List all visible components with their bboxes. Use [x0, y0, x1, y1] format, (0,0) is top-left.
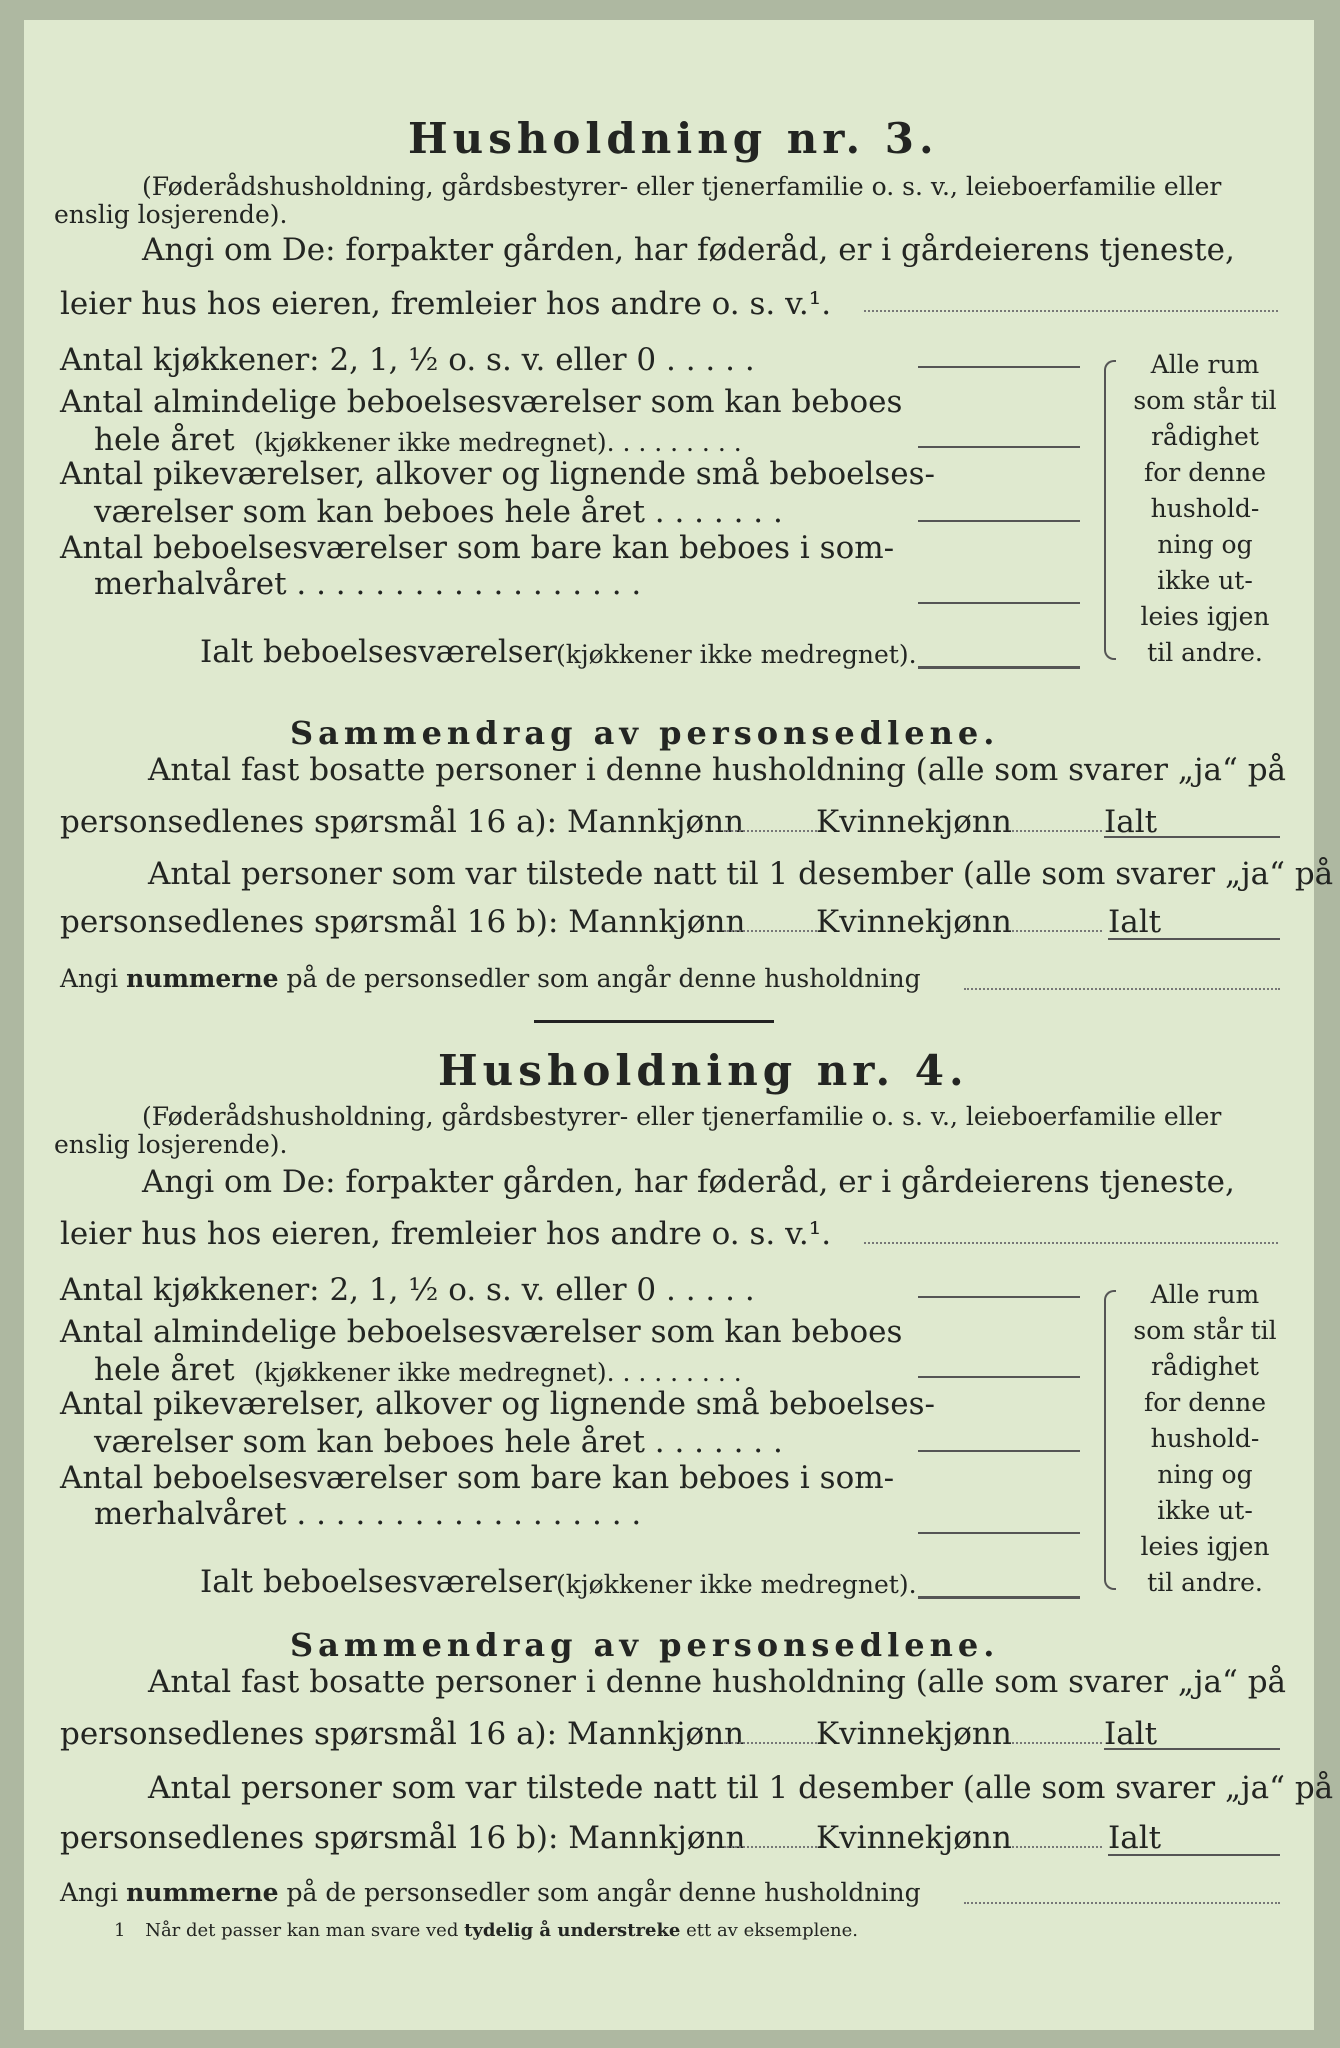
rooms-question-cont: hele året [94, 422, 235, 458]
permanent-male-field[interactable] [724, 830, 824, 832]
permanent-female-label: Kvinnekjønn [816, 804, 1012, 840]
present-total-field[interactable] [1108, 1854, 1280, 1856]
rooms-answer-line[interactable] [918, 1376, 1080, 1378]
intro-line-2: leier hus hos eieren, fremleier hos andre o. s. v.¹. [60, 286, 832, 322]
permanent-total-label: Ialt [1104, 1716, 1158, 1752]
total-rooms-label: Ialt beboelsesværelser [200, 634, 557, 670]
present-persons-male-label: personsedlenes spørsmål 16 b): Mannkjønn [60, 904, 746, 940]
footnote-mark: 1 [114, 1920, 126, 1941]
footnote: 1 Når det passer kan man svare ved tydelig å understreke ett av eksemplene. [114, 1920, 858, 1941]
permanent-total-field[interactable] [1104, 1748, 1280, 1750]
total-rooms-note: (kjøkkener ikke medregnet). [556, 640, 917, 669]
numbers-field[interactable] [964, 988, 1280, 990]
maid-rooms-question: Antal pikeværelser, alkover og lignende små beboelses- [60, 456, 936, 492]
numbers-field[interactable] [964, 1902, 1280, 1904]
present-total-label: Ialt [1108, 1820, 1162, 1856]
side-brace [1104, 360, 1116, 660]
rooms-question-note: (kjøkkener ikke medregnet). . . . . . . . . [254, 428, 742, 457]
numbers-instruction: Angi nummerne på de personsedler som angår denne husholdning [60, 1878, 921, 1907]
kitchens-question: Antal kjøkkener: 2, 1, ½ o. s. v. eller 0 . . . . . [60, 1272, 755, 1308]
summer-rooms-answer-line[interactable] [918, 602, 1080, 604]
present-total-field[interactable] [1108, 938, 1280, 940]
side-brace [1104, 1290, 1116, 1590]
present-total-label: Ialt [1108, 904, 1162, 940]
permanent-residents-question: Antal fast bosatte personer i denne husholdning (alle som svarer „ja“ på [148, 752, 1287, 788]
permanent-female-label: Kvinnekjønn [816, 1716, 1012, 1752]
section-note: (Føderådshusholdning, gårdsbestyrer- eller tjenerfamilie o. s. v., leieboerfamilie eller [142, 172, 1222, 201]
present-female-field[interactable] [1012, 930, 1102, 932]
present-persons-question: Antal personer som var tilstede natt til 1 desember (alle som svarer „ja“ på [148, 1770, 1334, 1806]
present-female-label: Kvinnekjønn [816, 904, 1012, 940]
total-rooms-answer-line[interactable] [918, 1596, 1080, 1599]
summary-title: Sammendrag av personsedlene. [290, 1626, 1000, 1664]
kitchens-answer-line[interactable] [918, 1296, 1080, 1298]
intro-answer-line[interactable] [864, 310, 1278, 312]
permanent-female-field[interactable] [1012, 1742, 1102, 1744]
rooms-question-cont: hele året [94, 1352, 235, 1388]
permanent-total-label: Ialt [1104, 804, 1158, 840]
present-female-label: Kvinnekjønn [816, 1820, 1012, 1856]
maid-rooms-answer-line[interactable] [918, 1450, 1080, 1452]
present-persons-question: Antal personer som var tilstede natt til 1 desember (alle som svarer „ja“ på [148, 856, 1334, 892]
summer-rooms-question-cont: merhalvåret . . . . . . . . . . . . . . . . . . [94, 566, 642, 602]
section-title: Husholdning nr. 4. [438, 1046, 969, 1095]
permanent-residents-male-label: personsedlenes spørsmål 16 a): Mannkjønn [60, 804, 745, 840]
section-note-cont: enslig losjerende). [54, 1130, 288, 1159]
maid-rooms-question: Antal pikeværelser, alkover og lignende små beboelses- [60, 1386, 936, 1422]
numbers-instruction: Angi nummerne på de personsedler som angår denne husholdning [60, 964, 921, 993]
intro-line-1: Angi om De: forpakter gården, har føderåd, er i gårdeierens tjeneste, [142, 1164, 1235, 1200]
rooms-question: Antal almindelige beboelsesværelser som kan beboes [60, 384, 903, 420]
kitchens-answer-line[interactable] [918, 366, 1080, 368]
summer-rooms-answer-line[interactable] [918, 1532, 1080, 1534]
intro-answer-line[interactable] [864, 1242, 1278, 1244]
section-note-cont: enslig losjerende). [54, 200, 288, 229]
permanent-total-field[interactable] [1104, 836, 1280, 838]
total-rooms-answer-line[interactable] [918, 666, 1080, 669]
summer-rooms-question: Antal beboelsesværelser som bare kan beboes i som- [60, 530, 895, 566]
summer-rooms-question-cont: merhalvåret . . . . . . . . . . . . . . . . . . [94, 1496, 642, 1532]
total-rooms-label: Ialt beboelsesværelser [200, 1564, 557, 1600]
census-form-page: Husholdning nr. 3. (Føderådshusholdning, gårdsbestyrer- eller tjenerfamilie o. s. v., leieboerfamilie eller enslig losjerende). Angi om De: forpakter gården, har føderåd, er i gårdeierens tjeneste, leier hus hos eieren, fremleier hos andre o. s. v.¹. Antal kjøkkener: 2, 1, ½ o. s. v. eller 0 . . . . . Antal almindelige beboelsesværelser som kan beboes hele året (kjøkkener ikke medregnet). . . . . . . . . Antal pikeværelser, alkover og lignende små beboelses- værelser som kan beboes hele året . . . . . . . Antal beboelsesværelser som bare kan beboes i som- merhalvåret . . . . . . . . . . . . . . . . . . Ialt beboelsesværelser (kjøkkener ikke medregnet). Alle rum som står til rådighet for denne hushold- ning og ikke ut- leies igjen til andre. Sammendrag av personsedlene. Antal fast bosatte personer i denne husholdning (alle som svarer „ja“ på personsedlenes spørsmål 16 a): Mannkjønn Kvinnekjønn Ialt Antal personer som var tilstede natt til 1 desember (alle som svarer „ja“ på personsedlenes spørsmål 16 b): Mannkjønn Kvinnekjønn Ialt Angi nummerne på de personsedler som angår denne husholdning Husholdning nr. 4. (Føderådshusholdning, gårdsbestyrer- eller tjenerfamilie o. s. v., leieboerfamilie eller enslig losjerende). Angi om De: forpakter gården, har føderåd, er i gårdeierens tjeneste, leier hus hos eieren, fremleier hos andre o. s. v.¹. Antal kjøkkener: 2, 1, ½ o. s. v. eller 0 . . . . . Antal almindelige beboelsesværelser som kan beboes hele året (kjøkkener ikke medregnet). . . . . . . . . Antal pikeværelser, alkover og lignende små beboelses- værelser som kan beboes hele året . . . . . . . Antal beboelsesværelser som bare kan beboes i som- merhalvåret . . . . . . . . . . . . . . . . . . Ialt beboelsesværelser (kjøkkener ikke medregnet). Alle rum som står til rådighet for denne hushold- ning og ikke ut- leies igjen til andre. Sammendrag av personsedlene. Antal fast bosatte personer i denne husholdning (alle som svarer „ja“ på personsedlenes spørsmål 16 a): Mannkjønn Kvinnekjønn Ialt Antal personer som var tilstede natt til 1 desember (alle som svarer „ja“ på personsedlenes spørsmål 16 b): Mannkjønn Kvinnekjønn Ialt Angi nummerne på de personsedler som angår denne husholdning 1 Når det passer kan man svare ved tydelig å understreke ett av eksemplene. [24, 20, 1314, 2030]
rooms-answer-line[interactable] [918, 446, 1080, 448]
permanent-residents-male-label: personsedlenes spørsmål 16 a): Mannkjønn [60, 1716, 745, 1752]
intro-line-2: leier hus hos eieren, fremleier hos andre o. s. v.¹. [60, 1216, 832, 1252]
present-persons-male-label: personsedlenes spørsmål 16 b): Mannkjønn [60, 1820, 746, 1856]
rooms-question-note: (kjøkkener ikke medregnet). . . . . . . . . [254, 1358, 742, 1387]
maid-rooms-question-cont: værelser som kan beboes hele året . . . . . . . [94, 494, 783, 530]
present-male-field[interactable] [724, 1846, 824, 1848]
maid-rooms-question-cont: værelser som kan beboes hele året . . . . . . . [94, 1424, 783, 1460]
kitchens-question: Antal kjøkkener: 2, 1, ½ o. s. v. eller 0 . . . . . [60, 342, 755, 378]
intro-line-1: Angi om De: forpakter gården, har føderåd, er i gårdeierens tjeneste, [142, 232, 1235, 268]
total-rooms-note: (kjøkkener ikke medregnet). [556, 1570, 917, 1599]
permanent-male-field[interactable] [724, 1742, 824, 1744]
rooms-question: Antal almindelige beboelsesværelser som kan beboes [60, 1314, 903, 1350]
present-male-field[interactable] [724, 930, 824, 932]
present-female-field[interactable] [1012, 1846, 1102, 1848]
permanent-female-field[interactable] [1012, 830, 1102, 832]
summer-rooms-question: Antal beboelsesværelser som bare kan beboes i som- [60, 1460, 895, 1496]
maid-rooms-answer-line[interactable] [918, 520, 1080, 522]
summary-title: Sammendrag av personsedlene. [290, 714, 1000, 752]
section-title: Husholdning nr. 3. [408, 114, 939, 163]
section-divider [534, 1020, 774, 1023]
section-note: (Føderådshusholdning, gårdsbestyrer- eller tjenerfamilie o. s. v., leieboerfamilie eller [142, 1102, 1222, 1131]
permanent-residents-question: Antal fast bosatte personer i denne husholdning (alle som svarer „ja“ på [148, 1664, 1287, 1700]
